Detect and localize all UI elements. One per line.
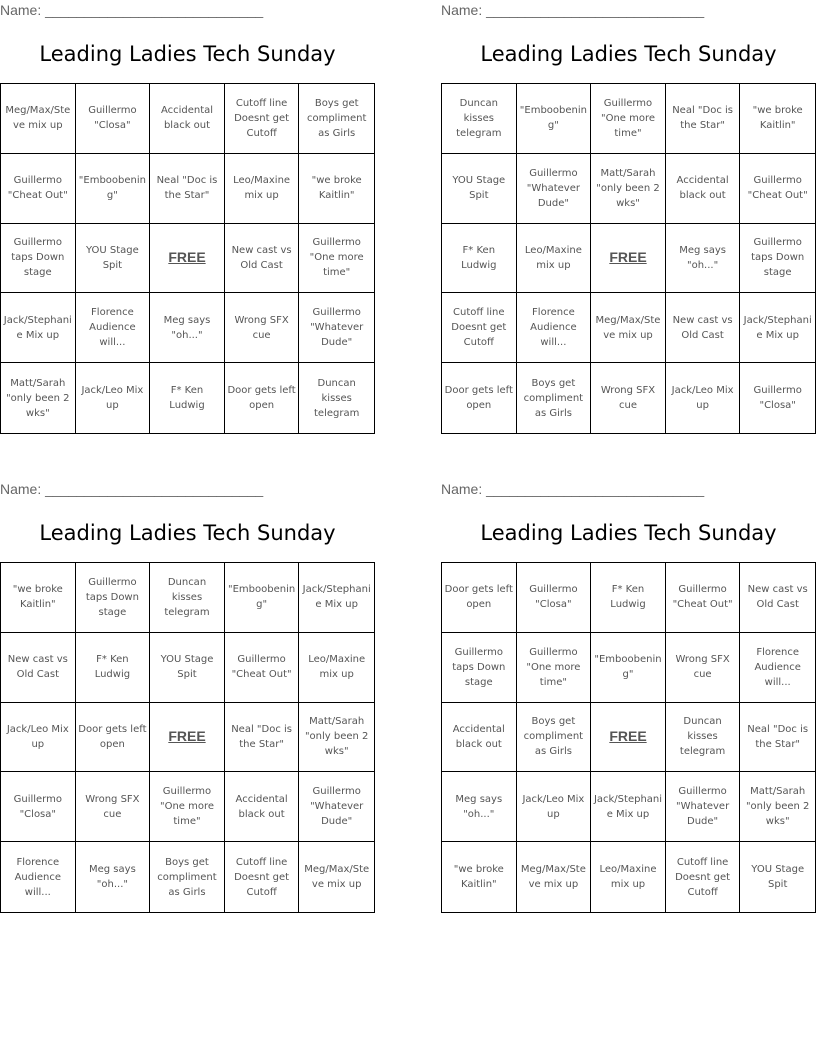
bingo-cell: Accidental black out [442,703,517,773]
bingo-cell: Meg says "oh..." [666,224,741,294]
bingo-cell: "Emboobening" [76,154,151,224]
free-space: FREE [591,703,666,773]
bingo-cell: Jack/Stephanie Mix up [740,293,815,363]
bingo-cell: Wrong SFX cue [666,633,741,703]
bingo-grid [0,83,375,434]
bingo-cell: Guillermo "One more time" [299,224,374,294]
bingo-cell: Matt/Sarah "only been 2 wks" [740,772,815,842]
bingo-cell: YOU Stage Spit [150,633,225,703]
bingo-cell: New cast vs Old Cast [740,563,815,633]
bingo-cell: Meg says "oh..." [442,772,517,842]
bingo-cell: Matt/Sarah "only been 2 wks" [1,363,76,433]
free-space: FREE [150,224,225,294]
bingo-cell: Accidental black out [666,154,741,224]
bingo-cell: "we broke Kaitlin" [299,154,374,224]
bingo-cell: Jack/Stephanie Mix up [591,772,666,842]
bingo-cell: Florence Audience will... [1,842,76,912]
bingo-cell: Jack/Stephanie Mix up [299,563,374,633]
bingo-cell: Guillermo "Cheat Out" [740,154,815,224]
bingo-cell: Guillermo "Closa" [753,385,802,412]
bingo-cell: F* Ken Ludwig [591,563,666,633]
bingo-cell: Meg/Max/Steve mix up [517,842,592,912]
bingo-cell: Duncan kisses telegram [150,563,225,633]
bingo-cell: Boys get compliment as Girls [517,703,592,773]
card-title: Leading Ladies Tech Sunday [39,42,336,66]
name-field[interactable]: Name: ____________________________ [441,481,705,497]
bingo-cell: Leo/Maxine mix up [517,224,592,294]
name-field[interactable]: Name: ____________________________ [0,481,264,497]
bingo-cell: Guillermo "Cheat Out" [666,563,741,633]
bingo-cell: Guillermo "Closa" [1,772,76,842]
bingo-cell: Door gets left open [225,363,300,433]
bingo-cell: Duncan kisses telegram [666,703,741,773]
bingo-cell: Meg/Max/Steve mix up [591,293,666,363]
bingo-cell: New cast vs Old Cast [225,224,300,294]
bingo-cell: Neal "Doc is the Star" [225,703,300,773]
bingo-cell: Boys get compliment as Girls [299,84,374,154]
bingo-cell: Guillermo "Whatever Dude" [517,154,592,224]
bingo-cell: YOU Stage Spit [76,224,151,294]
bingo-cell: Neal "Doc is the Star" [666,84,741,154]
bingo-cell: Meg/Max/Steve mix up [1,84,76,154]
bingo-cell: Boys get compliment as Girls [517,363,592,433]
bingo-cell: Duncan kisses telegram [442,84,517,154]
bingo-cell: Guillermo taps Down stage [1,224,76,294]
bingo-cell: Guillermo "Whatever Dude" [299,772,374,842]
card-title: Leading Ladies Tech Sunday [480,521,777,545]
bingo-cell: Guillermo taps Down stage [442,633,517,703]
bingo-cell: Duncan kisses telegram [314,377,360,419]
bingo-cell: Guillermo "One more time" [150,772,225,842]
bingo-cell: Neal "Doc is the Star" [740,703,815,773]
bingo-cell: Cutoff line Doesnt get Cutoff [225,84,300,154]
bingo-grid [441,562,816,913]
bingo-cell: YOU Stage Spit [751,864,805,891]
bingo-cell: Guillermo "One more time" [591,84,666,154]
bingo-cell: Jack/Stephanie Mix up [1,293,76,363]
bingo-cell: Jack/Leo Mix up [1,703,76,773]
bingo-cell: Leo/Maxine mix up [591,842,666,912]
bingo-cell: "Emboobening" [517,84,592,154]
bingo-cell: Guillermo taps Down stage [740,224,815,294]
bingo-cell: Meg/Max/Steve mix up [304,864,370,891]
free-space: FREE [150,703,225,773]
bingo-cell: Cutoff line Doesnt get Cutoff [666,842,741,912]
bingo-cell: Cutoff line Doesnt get Cutoff [442,293,517,363]
bingo-cell: Neal "Doc is the Star" [150,154,225,224]
bingo-grid [441,83,816,434]
bingo-cell: Jack/Leo Mix up [666,363,741,433]
bingo-cell: F* Ken Ludwig [442,224,517,294]
bingo-cell: Guillermo "Cheat Out" [225,633,300,703]
bingo-cell: Florence Audience will... [76,293,151,363]
name-field[interactable]: Name: ____________________________ [441,2,705,18]
card-title: Leading Ladies Tech Sunday [39,521,336,545]
bingo-cell: "we broke Kaitlin" [442,842,517,912]
bingo-cell: Wrong SFX cue [76,772,151,842]
bingo-cell: Guillermo "Closa" [517,563,592,633]
bingo-cell: Guillermo taps Down stage [76,563,151,633]
bingo-cell: "we broke Kaitlin" [740,84,815,154]
bingo-cell: "we broke Kaitlin" [1,563,76,633]
bingo-cell: Guillermo "Whatever Dude" [666,772,741,842]
bingo-cell: Matt/Sarah "only been 2 wks" [591,154,666,224]
bingo-cell: Wrong SFX cue [591,363,666,433]
bingo-cell: Door gets left open [76,703,151,773]
bingo-cell: Meg says "oh..." [76,842,151,912]
bingo-cell: New cast vs Old Cast [1,633,76,703]
bingo-cell: YOU Stage Spit [442,154,517,224]
bingo-cell: Florence Audience will... [517,293,592,363]
bingo-cell: Florence Audience will... [740,633,815,703]
bingo-cell: New cast vs Old Cast [666,293,741,363]
bingo-cell: Leo/Maxine mix up [299,633,374,703]
bingo-cell: F* Ken Ludwig [76,633,151,703]
bingo-cell: Guillermo "Closa" [76,84,151,154]
bingo-grid [0,562,375,913]
bingo-cell: Door gets left open [442,563,517,633]
bingo-cell: Jack/Leo Mix up [517,772,592,842]
bingo-cell: Guillermo "One more time" [517,633,592,703]
bingo-cell: F* Ken Ludwig [150,363,225,433]
bingo-cell: Wrong SFX cue [225,293,300,363]
free-space: FREE [591,224,666,294]
bingo-cell: "Emboobening" [225,563,300,633]
bingo-cell: Guillermo "Whatever Dude" [299,293,374,363]
bingo-cell: Boys get compliment as Girls [150,842,225,912]
bingo-cell: Accidental black out [150,84,225,154]
bingo-cell: Guillermo "Cheat Out" [1,154,76,224]
bingo-cell: Door gets left open [442,363,517,433]
bingo-cell: Accidental black out [225,772,300,842]
bingo-cell: Jack/Leo Mix up [76,363,151,433]
bingo-cell: Cutoff line Doesnt get Cutoff [225,842,300,912]
name-field[interactable]: Name: ____________________________ [0,2,264,18]
bingo-cell: "Emboobening" [591,633,666,703]
card-title: Leading Ladies Tech Sunday [480,42,777,66]
bingo-cell: Matt/Sarah "only been 2 wks" [299,703,374,773]
bingo-cell: Leo/Maxine mix up [225,154,300,224]
bingo-cell: Meg says "oh..." [150,293,225,363]
